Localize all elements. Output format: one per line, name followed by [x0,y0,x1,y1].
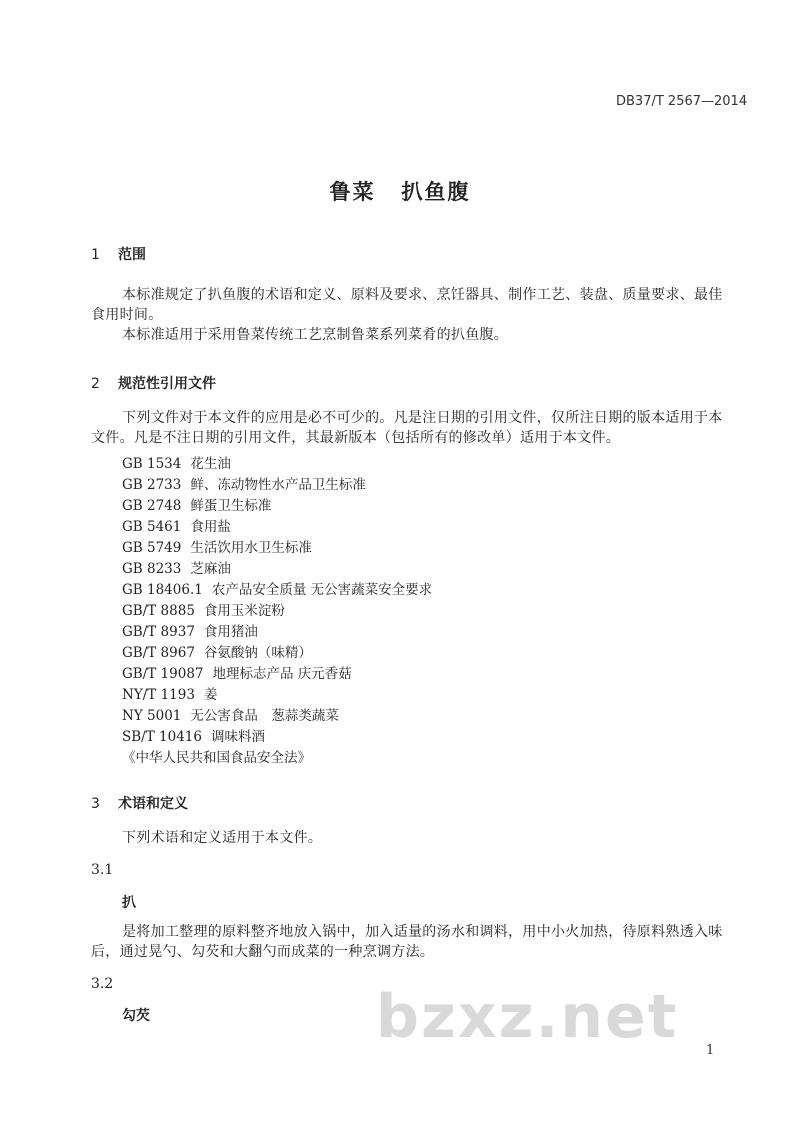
section-title: 术语和定义 [118,796,188,812]
reference-code: GB 2748 [122,498,182,514]
section-3-paragraph-1: 下列术语和定义适用于本文件。 [122,830,323,846]
term-heading: 勾芡 [122,1008,150,1024]
reference-title: 调味料酒 [210,729,265,745]
reference-item [122,641,312,661]
reference-item [122,704,339,724]
reference-item [122,725,265,745]
section-1-heading [91,244,146,264]
page-number: 1 [706,1043,715,1058]
section-number: 1 [91,247,100,263]
section-title: 范围 [118,247,146,263]
reference-title: 无公害食品 葱蒜类蔬菜 [190,708,339,724]
term-heading: 扒 [122,895,136,911]
reference-item [122,536,312,556]
reference-title: 农产品安全质量 无公害蔬菜安全要求 [211,582,433,598]
reference-item [122,473,366,493]
reference-title: 生活饮用水卫生标准 [190,540,312,556]
reference-code: GB/T 8885 [122,603,195,619]
reference-code: GB 2733 [122,477,182,493]
reference-title: 食用盐 [190,519,231,535]
reference-item [122,515,231,535]
reference-title: 食用猪油 [203,624,258,640]
document-number: DB37/T 2567—2014 [616,94,748,109]
reference-title: 地理标志产品 庆元香菇 [212,666,352,682]
reference-title: 花生油 [190,456,231,472]
section-1-paragraph-2: 本标准适用于采用鲁菜传统工艺烹制鲁菜系列菜肴的扒鱼腹。 [122,327,509,343]
reference-item [122,557,231,577]
section-2-heading [91,373,216,393]
reference-code: GB 18406.1 [122,582,203,598]
reference-title: 芝麻油 [190,561,231,577]
reference-title: 《中华人民共和国食品安全法》 [122,750,311,766]
reference-item [122,452,231,472]
reference-code: GB 5749 [122,540,182,556]
reference-code: GB/T 19087 [122,666,204,682]
reference-item [122,494,271,514]
reference-item [122,683,217,703]
reference-title: 鲜、冻动物性水产品卫生标准 [190,477,366,493]
section-3-heading [91,793,188,813]
section-2-paragraph-1: 下列文件对于本文件的应用是必不可少的。凡是注日期的引用文件，仅所注日期的版本适用于本文件。凡是不注日期的引用文件，其最新版本（包括所有的修改单）适用于本文件。 [91,410,723,446]
term-definition: 是将加工整理的原料整齐地放入锅中，加入适量的汤水和调料，用中小火加热，待原料熟透入味后，通过晃勺、勾芡和大翻勺而成菜的一种烹调方法。 [91,924,723,960]
reference-code: GB 8233 [122,561,182,577]
reference-item [122,578,432,598]
document-title [0,176,800,206]
watermark: bzxz.net [376,982,679,1052]
section-title: 规范性引用文件 [118,376,216,392]
reference-code: GB/T 8967 [122,645,195,661]
clause-number: 3.1 [91,862,114,878]
reference-code: NY/T 1193 [122,687,195,703]
clause-number: 3.2 [91,976,114,992]
reference-code: GB 1534 [122,456,182,472]
reference-code: NY 5001 [122,708,182,724]
title-category: 鲁菜 [329,180,376,204]
reference-title: 鲜蛋卫生标准 [190,498,272,514]
reference-item [122,746,311,766]
reference-item [122,662,352,682]
reference-title: 食用玉米淀粉 [203,603,285,619]
title-dish: 扒鱼腹 [401,180,471,204]
section-number: 3 [91,796,100,812]
section-1-paragraph-1: 本标准规定了扒鱼腹的术语和定义、原料及要求、烹饪器具、制作工艺、装盘、质量要求、最佳食用时间。 [91,287,723,323]
reference-title: 谷氨酸钠（味精） [203,645,312,661]
reference-title: 姜 [203,687,218,703]
reference-item [122,620,258,640]
section-number: 2 [91,376,100,392]
reference-item [122,599,285,619]
reference-code: GB 5461 [122,519,182,535]
reference-code: GB/T 8937 [122,624,195,640]
reference-code: SB/T 10416 [122,729,202,745]
